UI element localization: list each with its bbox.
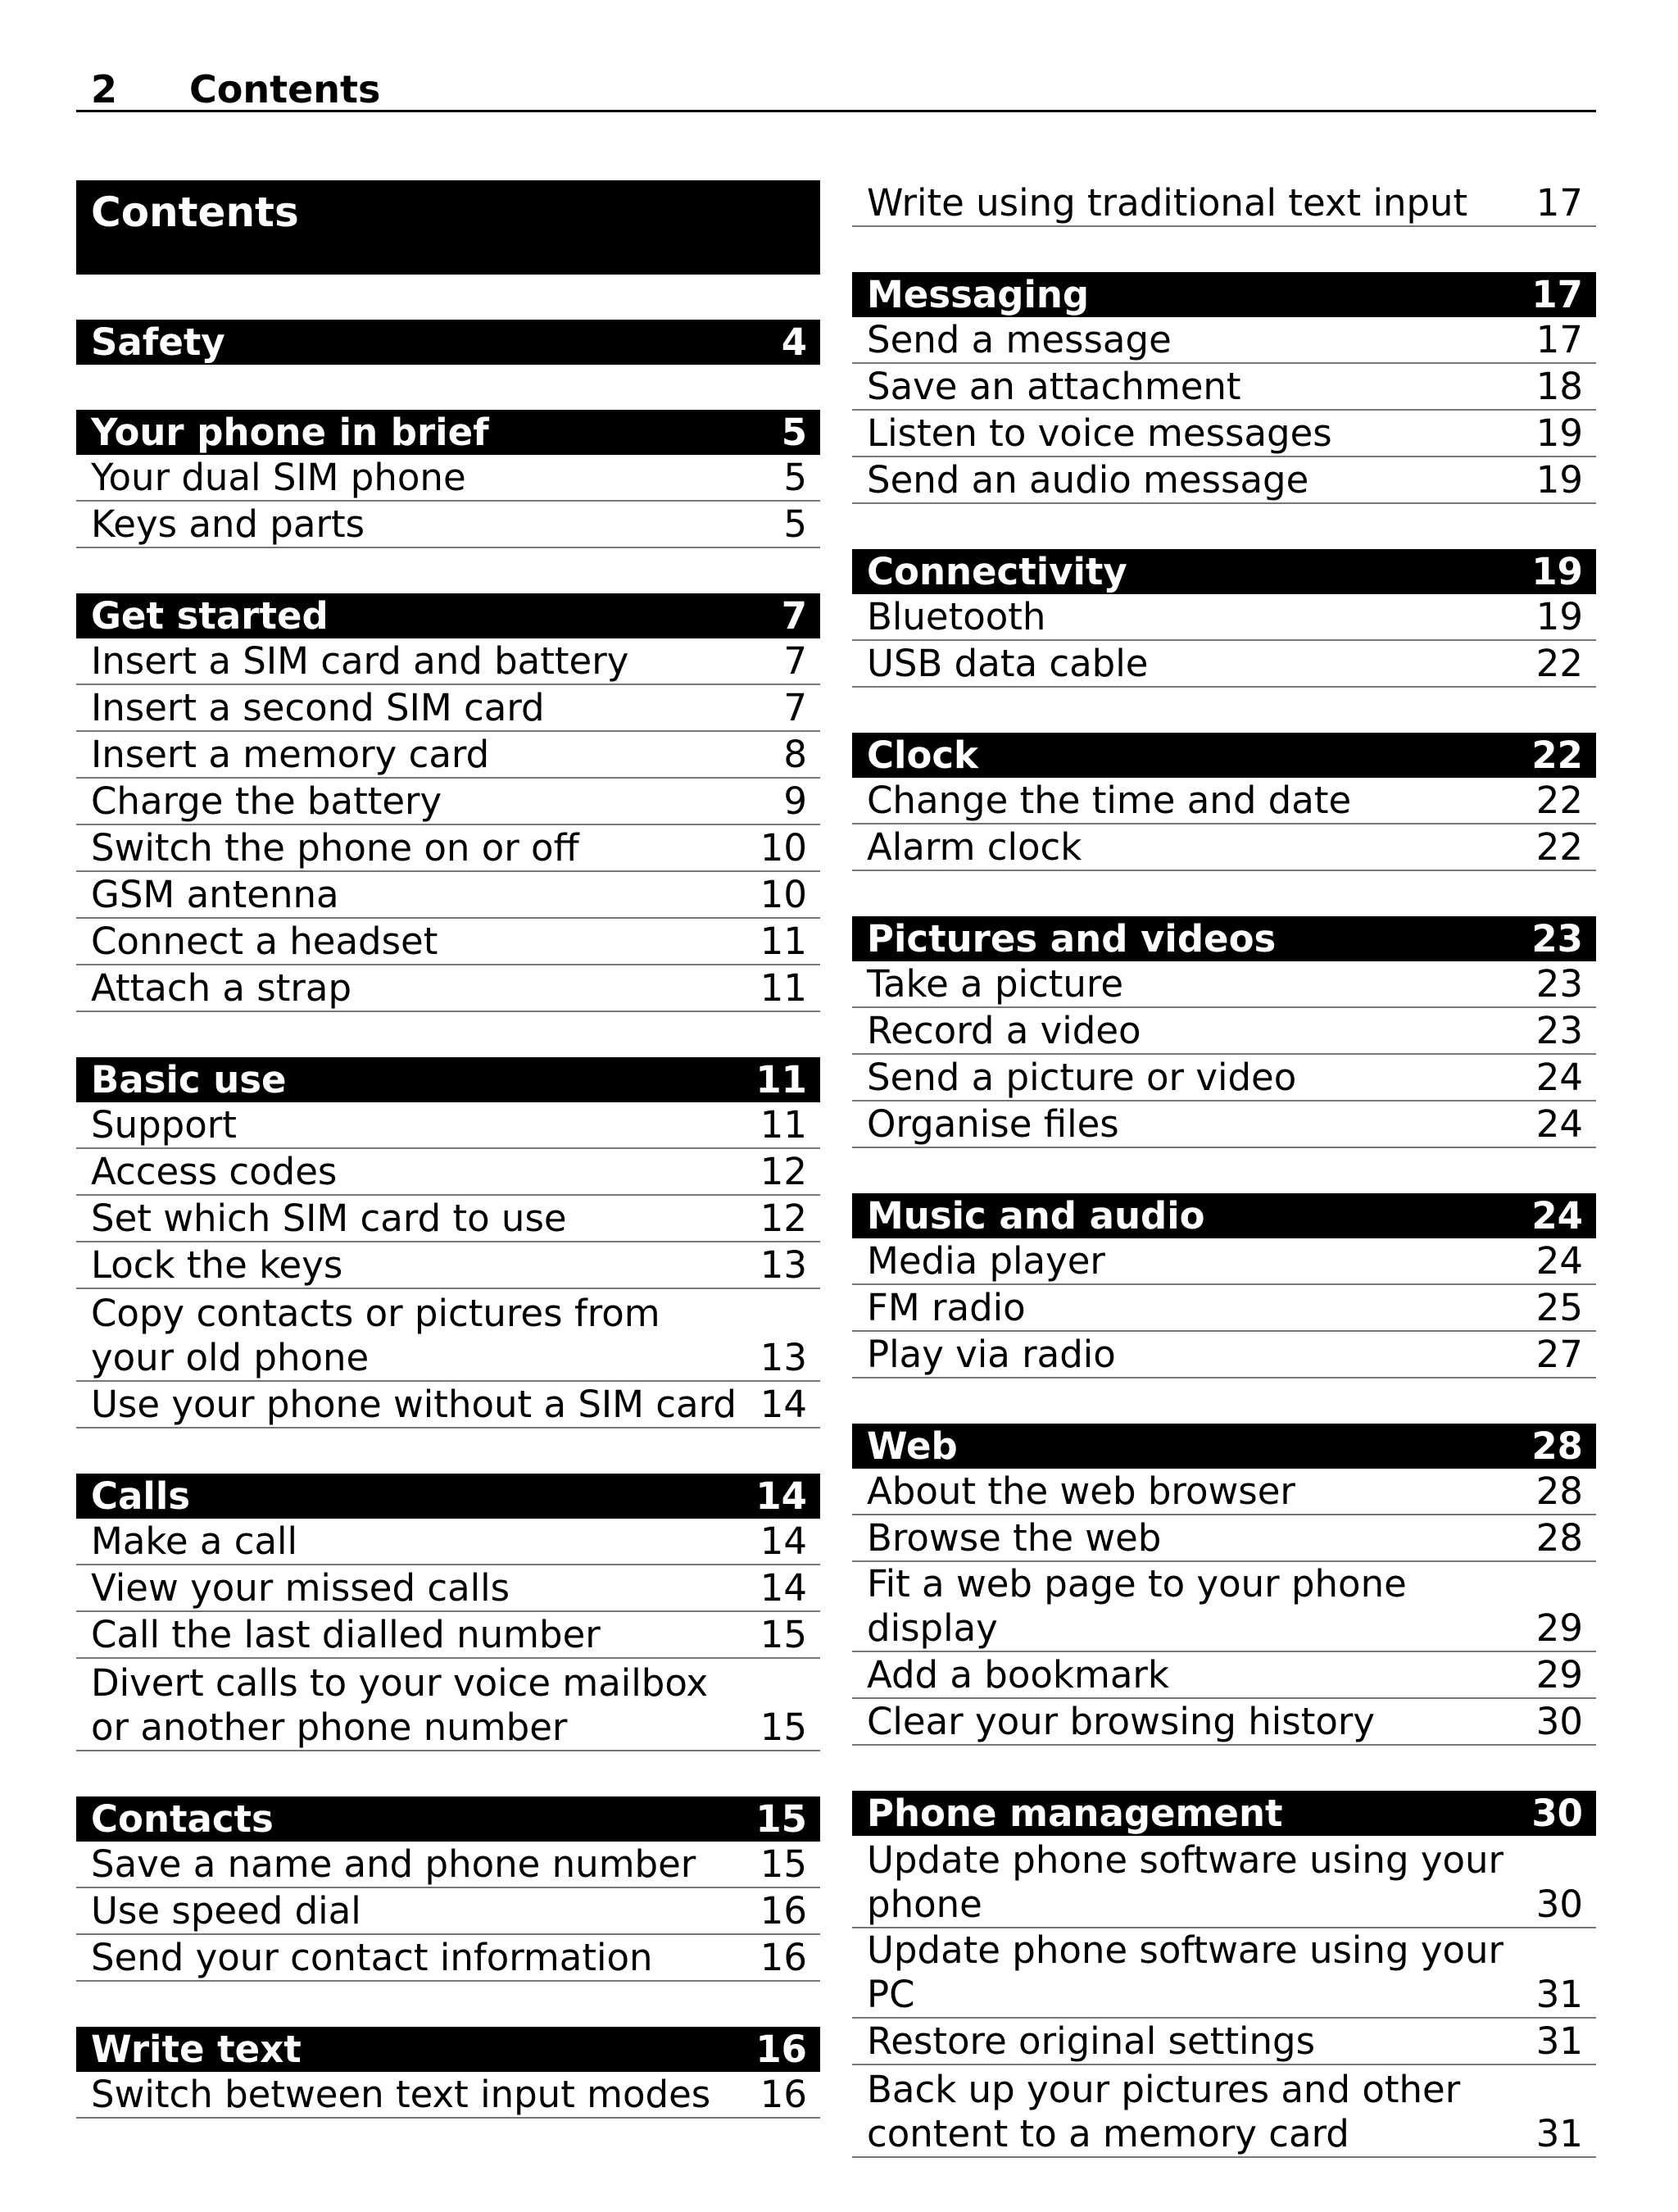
toc-section: [852, 916, 1596, 1148]
toc-entry[interactable]: [76, 919, 820, 965]
toc-entry-title: Connect a headset: [91, 920, 438, 963]
toc-section-page: 15: [755, 1797, 807, 1841]
toc-section-page: 14: [755, 1474, 807, 1518]
toc-entry[interactable]: [852, 1699, 1596, 1746]
toc-entry-title: Call the last dialled number: [91, 1613, 601, 1656]
toc-entry-page: 29: [1535, 1653, 1583, 1696]
toc-entry[interactable]: [852, 641, 1596, 688]
toc-entry[interactable]: [76, 685, 820, 732]
toc-entry[interactable]: [76, 1842, 820, 1888]
toc-entry-page: 16: [760, 1889, 807, 1933]
running-header: [76, 61, 1596, 112]
toc-entry-title: Update phone software using your phone: [867, 1838, 1503, 1926]
toc-entry[interactable]: [76, 455, 820, 502]
toc-section-title: Pictures and videos: [867, 917, 1277, 961]
toc-section-page: 17: [1531, 273, 1583, 316]
toc-entry-title: Media player: [867, 1239, 1105, 1283]
toc-entry[interactable]: [852, 180, 1596, 227]
toc-entry-title: Restore original settings: [867, 2019, 1316, 2063]
toc-section-heading[interactable]: [852, 916, 1596, 961]
toc-section: [76, 593, 820, 1012]
toc-entry-page: 30: [1535, 1883, 1583, 1926]
toc-section: [76, 2027, 820, 2119]
toc-section-heading[interactable]: [852, 1424, 1596, 1469]
toc-section-heading[interactable]: [76, 1057, 820, 1102]
toc-entry-title: Browse the web: [867, 1516, 1162, 1560]
toc-entry-title: Set which SIM card to use: [91, 1197, 567, 1240]
toc-section-title: Safety: [91, 320, 225, 364]
toc-entry-title: Back up your pictures and other content to a memory card: [867, 2068, 1461, 2155]
toc-entry-page: 5: [783, 502, 807, 546]
toc-entry[interactable]: [76, 1149, 820, 1196]
toc-entry[interactable]: [76, 1102, 820, 1149]
toc-entry[interactable]: [76, 1242, 820, 1289]
toc-entry[interactable]: [76, 732, 820, 779]
toc-entry[interactable]: [76, 825, 820, 872]
toc-entry-title: Lock the keys: [91, 1243, 343, 1287]
toc-section-page: 4: [781, 320, 807, 364]
toc-entry-page: 13: [760, 1336, 807, 1379]
toc-entry[interactable]: [76, 1612, 820, 1659]
toc-entry-title: Alarm clock: [867, 825, 1082, 869]
toc-section-page: 5: [781, 411, 807, 454]
toc-entry-page: 17: [1535, 181, 1583, 225]
toc-entry-title: Copy contacts or pictures from your old phone: [91, 1292, 660, 1379]
toc-entry-title: FM radio: [867, 1286, 1026, 1329]
toc-section-title: Web: [867, 1424, 958, 1468]
toc-entry[interactable]: [852, 2065, 1596, 2158]
toc-section-heading[interactable]: [76, 410, 820, 455]
toc-section-title: Clock: [867, 734, 978, 777]
toc-entry-title: Play via radio: [867, 1333, 1116, 1376]
toc-section-page: 7: [781, 594, 807, 638]
toc-entry-page: 14: [760, 1383, 807, 1426]
toc-section: [852, 1193, 1596, 1379]
toc-section-title: Write text: [91, 2028, 302, 2071]
toc-entry-title: Take a picture: [867, 962, 1124, 1006]
toc-section: [852, 272, 1596, 504]
toc-entry-title: Use speed dial: [91, 1889, 361, 1933]
toc-entry-page: 14: [760, 1566, 807, 1610]
toc-entry-title: Make a call: [91, 1519, 298, 1563]
toc-entry[interactable]: [852, 1101, 1596, 1148]
toc-entry-title: Listen to voice messages: [867, 411, 1332, 455]
toc-entry[interactable]: [76, 638, 820, 685]
toc-entry-page: 14: [760, 1519, 807, 1563]
toc-section-heading[interactable]: [76, 593, 820, 638]
toc-entry-title: Save a name and phone number: [91, 1842, 696, 1886]
toc-entry-page: 28: [1535, 1516, 1583, 1560]
toc-entry-title: Fit a web page to your phone display: [867, 1562, 1407, 1650]
toc-entry[interactable]: [852, 457, 1596, 504]
toc-entry-page: 24: [1535, 1056, 1583, 1099]
toc-entry-page: 25: [1535, 1286, 1583, 1329]
toc-entry[interactable]: [76, 872, 820, 919]
toc-entry-title: Send your contact information: [91, 1936, 653, 1979]
toc-entry-page: 30: [1535, 1700, 1583, 1743]
toc-entry[interactable]: [852, 1515, 1596, 1562]
toc-section-title: Your phone in brief: [91, 411, 489, 454]
toc-section: [852, 1791, 1596, 2158]
toc-entry[interactable]: [76, 1935, 820, 1982]
toc-section: [76, 320, 820, 365]
toc-entry[interactable]: [852, 824, 1596, 871]
toc-entry-title: Send a picture or video: [867, 1056, 1297, 1099]
toc-section-page: 28: [1531, 1424, 1583, 1468]
toc-entry[interactable]: [76, 965, 820, 1012]
toc-entry-title: Clear your browsing history: [867, 1700, 1376, 1743]
toc-section-page: 23: [1531, 917, 1583, 961]
toc-entry-page: 15: [760, 1706, 807, 1749]
toc-entry-page: 13: [760, 1243, 807, 1287]
toc-entry[interactable]: [852, 364, 1596, 411]
toc-section-title: Calls: [91, 1474, 191, 1518]
contents-title-block: [76, 180, 820, 275]
toc-entry[interactable]: [852, 961, 1596, 1008]
toc-right-column: [852, 180, 1596, 2203]
toc-entry[interactable]: [76, 1289, 820, 1382]
toc-entry[interactable]: [852, 1562, 1596, 1652]
toc-entry-page: 9: [783, 779, 807, 823]
toc-entry-page: 11: [760, 920, 807, 963]
toc-entry[interactable]: [852, 1469, 1596, 1515]
page-number: 2: [91, 67, 118, 111]
toc-entry[interactable]: [76, 779, 820, 825]
toc-entry-title: Record a video: [867, 1009, 1141, 1052]
toc-entry-page: 22: [1535, 825, 1583, 869]
toc-entry-title: Insert a memory card: [91, 733, 490, 776]
toc-section-page: 11: [755, 1058, 807, 1101]
toc-entry[interactable]: [852, 1238, 1596, 1285]
toc-entry[interactable]: [76, 1196, 820, 1242]
toc-entry-title: Switch between text input modes: [91, 2073, 711, 2116]
toc-entry[interactable]: [852, 317, 1596, 364]
toc-entry-title: Insert a SIM card and battery: [91, 639, 629, 683]
toc-entry-title: Your dual SIM phone: [91, 456, 466, 499]
toc-entry[interactable]: [76, 1519, 820, 1565]
toc-entry-page: 22: [1535, 779, 1583, 822]
toc-entry[interactable]: [852, 1836, 1596, 1928]
toc-entry-page: 8: [783, 733, 807, 776]
toc-section-title: Music and audio: [867, 1194, 1205, 1238]
toc-section-title: Get started: [91, 594, 329, 638]
toc-section: [852, 1424, 1596, 1746]
toc-entry[interactable]: [852, 1008, 1596, 1055]
toc-entry-page: 19: [1535, 595, 1583, 638]
toc-entry-title: Send a message: [867, 318, 1172, 361]
toc-entry[interactable]: [76, 502, 820, 548]
toc-entry-title: About the web browser: [867, 1469, 1295, 1513]
toc-section-page: 22: [1531, 734, 1583, 777]
toc-entry-page: 7: [783, 686, 807, 729]
toc-entry[interactable]: [852, 1285, 1596, 1332]
toc-section-title: Phone management: [867, 1792, 1283, 1835]
toc-entry-page: 19: [1535, 411, 1583, 455]
toc-entry-page: 15: [760, 1613, 807, 1656]
toc-entry-page: 16: [760, 1936, 807, 1979]
toc-entry-page: 17: [1535, 318, 1583, 361]
toc-lead-entry-group: [852, 180, 1596, 227]
toc-entry[interactable]: [76, 1382, 820, 1428]
toc-section-heading[interactable]: [852, 272, 1596, 317]
toc-entry-page: 23: [1535, 962, 1583, 1006]
toc-entry[interactable]: [76, 1659, 820, 1751]
toc-entry-title: Write using traditional text input: [867, 181, 1468, 225]
toc-entry-title: Organise files: [867, 1102, 1119, 1146]
toc-section-heading[interactable]: [852, 1791, 1596, 1836]
toc-section-heading[interactable]: [76, 2027, 820, 2072]
toc-section: [76, 1796, 820, 1982]
toc-entry-page: 28: [1535, 1469, 1583, 1513]
toc-entry-title: Change the time and date: [867, 779, 1352, 822]
toc-entry[interactable]: [852, 1928, 1596, 2019]
toc-entry-title: GSM antenna: [91, 873, 339, 916]
toc-entry-title: Send an audio message: [867, 458, 1309, 502]
toc-entry-page: 31: [1535, 2019, 1583, 2063]
toc-entry[interactable]: [852, 2019, 1596, 2065]
toc-section-title: Contacts: [91, 1797, 274, 1841]
toc-entry-title: Insert a second SIM card: [91, 686, 545, 729]
toc-entry-page: 27: [1535, 1333, 1583, 1376]
toc-entry-title: Charge the battery: [91, 779, 442, 823]
toc-entry-page: 24: [1535, 1102, 1583, 1146]
toc-entry-page: 10: [760, 826, 807, 870]
toc-section: [76, 410, 820, 548]
toc-entry-title: Add a bookmark: [867, 1653, 1169, 1696]
toc-left-column: [76, 180, 820, 2164]
toc-section-page: 16: [755, 2028, 807, 2071]
toc-entry-page: 12: [760, 1150, 807, 1193]
toc-entry-page: 16: [760, 2073, 807, 2116]
toc-entry-page: 7: [783, 639, 807, 683]
toc-section-page: 30: [1531, 1792, 1583, 1835]
toc-entry-title: Update phone software using your PC: [867, 1928, 1503, 2016]
toc-entry[interactable]: [852, 778, 1596, 824]
toc-section: [76, 1057, 820, 1428]
toc-entry-page: 23: [1535, 1009, 1583, 1052]
toc-entry-page: 5: [783, 456, 807, 499]
toc-entry-page: 11: [760, 1103, 807, 1147]
toc-entry[interactable]: [852, 1055, 1596, 1101]
toc-entry[interactable]: [852, 594, 1596, 641]
toc-entry[interactable]: [852, 411, 1596, 457]
contents-title: Contents: [91, 188, 299, 236]
running-header-title: Contents: [189, 67, 381, 111]
toc-entry-page: 12: [760, 1197, 807, 1240]
toc-section: [76, 1474, 820, 1751]
toc-entry[interactable]: [76, 1888, 820, 1935]
toc-section-heading[interactable]: [852, 733, 1596, 778]
toc-section-heading[interactable]: [76, 1474, 820, 1519]
toc-entry-title: Support: [91, 1103, 237, 1147]
toc-section-heading[interactable]: [76, 1796, 820, 1842]
toc-entry-title: Bluetooth: [867, 595, 1046, 638]
toc-section-heading[interactable]: [852, 1193, 1596, 1238]
toc-entry-title: Attach a strap: [91, 966, 352, 1010]
toc-section: [852, 733, 1596, 871]
toc-entry-title: Access codes: [91, 1150, 338, 1193]
toc-entry-page: 18: [1535, 365, 1583, 408]
toc-section-title: Basic use: [91, 1058, 287, 1101]
toc-entry-title: View your missed calls: [91, 1566, 510, 1610]
toc-entry-page: 31: [1535, 2112, 1583, 2155]
toc-section-page: 19: [1531, 550, 1583, 593]
toc-entry-page: 15: [760, 1842, 807, 1886]
toc-section: [852, 549, 1596, 688]
toc-entry-page: 19: [1535, 458, 1583, 502]
toc-entry-title: Save an attachment: [867, 365, 1241, 408]
toc-entry-page: 22: [1535, 642, 1583, 685]
toc-entry-title: Use your phone without a SIM card: [91, 1383, 737, 1426]
toc-entry[interactable]: [852, 1652, 1596, 1699]
toc-entry-title: Keys and parts: [91, 502, 365, 546]
toc-entry-title: Divert calls to your voice mailbox or another phone number: [91, 1661, 709, 1749]
toc-section-page: 24: [1531, 1194, 1583, 1238]
toc-entry[interactable]: [76, 2072, 820, 2119]
toc-entry-page: 29: [1535, 1606, 1583, 1650]
toc-entry-page: 31: [1535, 1973, 1583, 2016]
toc-entry-title: USB data cable: [867, 642, 1149, 685]
toc-entry-page: 24: [1535, 1239, 1583, 1283]
toc-entry-page: 11: [760, 966, 807, 1010]
toc-section-heading[interactable]: [852, 549, 1596, 594]
toc-entry[interactable]: [852, 1332, 1596, 1379]
toc-section-title: Messaging: [867, 273, 1090, 316]
toc-entry-page: 10: [760, 873, 807, 916]
toc-entry[interactable]: [76, 1565, 820, 1612]
toc-entry-title: Switch the phone on or off: [91, 826, 579, 870]
toc-section-title: Connectivity: [867, 550, 1127, 593]
toc-section-heading[interactable]: [76, 320, 820, 365]
